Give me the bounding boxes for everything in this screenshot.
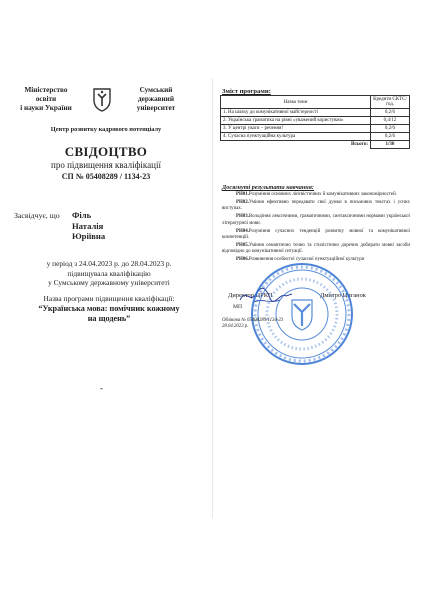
- results-title: Досягнуті результати навчання:: [222, 184, 314, 191]
- blank-dash: -: [100, 383, 103, 393]
- result-code: РН05.: [236, 243, 249, 248]
- program-name-line: на щодень”: [87, 314, 131, 324]
- row-credits: 0,2/6: [371, 109, 410, 117]
- content-title: Зміст програми:: [222, 88, 271, 95]
- person-name: [72, 210, 105, 242]
- row-credits: 0,4/12: [371, 117, 410, 125]
- person-first-name: Наталія: [72, 220, 104, 231]
- program-table: [220, 95, 410, 149]
- table-row: [221, 117, 410, 125]
- university-line: Сумський: [139, 86, 173, 94]
- signatory-role: Директор ЦРКП: [228, 292, 273, 299]
- person-surname: Філь: [72, 210, 92, 220]
- period-line: у Сумському державному університеті: [48, 278, 170, 288]
- period-line: у період з 24.04.2023 р. до 28.04.2023 р.: [46, 259, 172, 268]
- certifies-label: Засвідчує, що: [14, 211, 60, 220]
- table-row: [221, 133, 410, 141]
- signatory-name: Дмитро Циганок: [320, 292, 366, 299]
- result-text: Розвинення особистої сучасної пунктуаційної культури: [248, 257, 365, 263]
- issue-registration: Облікова № 05408289/1134-23: [222, 318, 284, 323]
- result-item: [222, 192, 410, 198]
- university-line: університет: [136, 104, 176, 112]
- ministry-name: [14, 86, 78, 113]
- table-total-row: [221, 141, 410, 149]
- program-label: Назва програми підвищення кваліфікації:: [43, 294, 175, 303]
- ministry-line: освіти: [35, 95, 57, 103]
- result-code: РН02.: [236, 199, 249, 205]
- result-code: РН03.: [236, 214, 249, 220]
- university-name: [118, 86, 194, 113]
- document-number: СП № 05408289 / 1134-23: [61, 172, 151, 181]
- result-item: [222, 243, 410, 256]
- official-stamp: [248, 260, 356, 368]
- result-item: [222, 229, 410, 242]
- result-item: [222, 200, 410, 213]
- result-text: Розуміння основних лінгвістичних й комунікативних закономірностей.: [248, 192, 397, 197]
- total-value: 1/30: [371, 141, 410, 149]
- result-text: Уміння ефективно передавати свої думки в письмових текстах і усних виступах.: [222, 199, 410, 212]
- stamp-place-label: МП: [233, 304, 243, 310]
- table-header-row: [221, 96, 410, 109]
- university-logo-icon: [90, 86, 114, 112]
- result-code: РН06.: [236, 257, 249, 263]
- header-topic: Назва теми: [221, 96, 371, 109]
- result-text: Розуміння сучасних тенденцій розвитку мовної та комунікативної компетенцій.: [222, 228, 410, 241]
- center-name: Центр розвитку кадрового потенціалу: [50, 126, 162, 133]
- document-subtitle: про підвищення кваліфікації: [51, 160, 161, 170]
- result-code: РН04.: [236, 228, 249, 234]
- results-list: [222, 192, 410, 265]
- header-credits: Кредити СКТС/ год.: [371, 96, 410, 109]
- row-topic: 1. На шляху до комунікативної майстерності: [221, 109, 371, 117]
- page-divider: [212, 78, 213, 518]
- row-topic: 2. Українська граматика на рівні «уважений користувач»: [221, 117, 371, 125]
- university-line: державний: [138, 95, 174, 103]
- row-topic: 3. У центрі уваги – речення!: [221, 125, 371, 133]
- ministry-line: Міністерство: [24, 86, 68, 94]
- table-row: [221, 109, 410, 117]
- document-title: СВІДОЦТВО: [64, 144, 148, 159]
- row-credits: 0,2/6: [371, 125, 410, 133]
- table-row: [221, 125, 410, 133]
- result-text: Уміння семантично точно та стилістично доречно добирати мовні засоби відповідно до комунікативної ситуації.: [222, 243, 410, 255]
- result-code: РН01.: [236, 192, 249, 197]
- result-text: Володіння лексичними, граматичними, синтаксичними нормами української літературної мови.: [222, 214, 410, 226]
- row-topic: 4. Сучасна пунктуаційна культура: [221, 133, 371, 141]
- issue-date: 28.04.2023 р.: [222, 324, 249, 329]
- total-label: Всього:: [350, 142, 368, 148]
- person-patronymic: Юріївна: [72, 231, 106, 242]
- program-name-line: “Українська мова: помічник кожному: [38, 304, 180, 313]
- training-period: [14, 259, 204, 288]
- period-line: підвищувала кваліфікацію: [67, 268, 151, 278]
- result-item: [222, 214, 410, 227]
- ministry-line: і науки України: [20, 104, 72, 112]
- program-name: [14, 304, 204, 325]
- row-credits: 0,2/6: [371, 133, 410, 141]
